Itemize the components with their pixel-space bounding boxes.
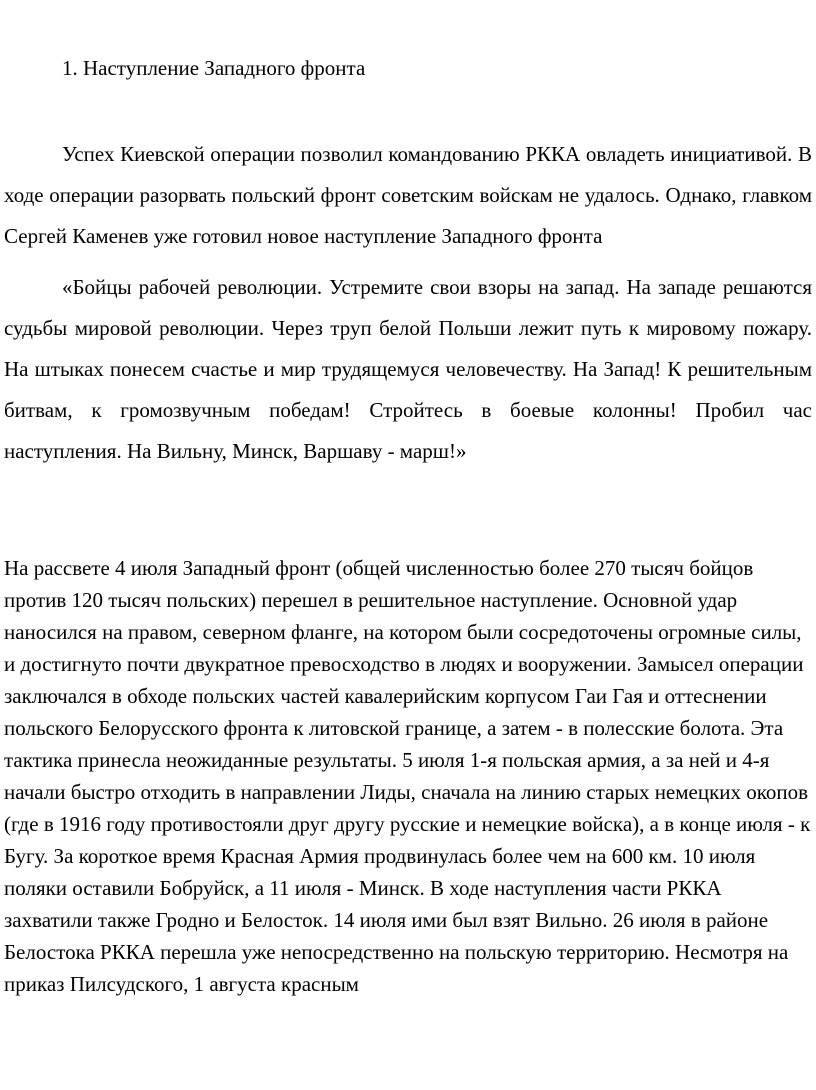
quote-paragraph: «Бойцы рабочей революции. Устремите свои взоры на запад. На западе решаются судьбы мировой революции. Через труп белой Польши лежит путь к мировому пожару. На штыках понесем счастье и мир трудящемуся человечеству. На Запад! К решительным битвам, к громозвучным победам! Стройтесь в боевые колонны! Пробил час наступления. На Вильну, Минск, Варшаву - марш!» [4,275,812,463]
main-paragraph: На рассвете 4 июля Западный фронт (общей численностью более 270 тысяч бойцов против 120 тысяч польских) перешел в решительное наступление. Основной удар наносился на правом, северном фланге, на котором были сосредоточены огромные силы, и достигнуто почти двукратное превосходство в людях и вооружении. Замысел операции заключался в обходе польских частей кавалерийским корпусом Гаи Гая и оттеснении польского Белорусского фронта к литовской границе, а затем - в полесские болота. Эта тактика принесла неожиданные результаты. 5 июля 1-я польская армия, а за ней и 4-я начали быстро отходить в направлении Лиды, сначала на линию старых немецких окопов (где в 1916 году противостояли друг другу русские и немецкие войска), а в конце июля - к Бугу. За короткое время Красная Армия продвинулась более чем на 600 км. 10 июля поляки оставили Бобруйск, а 11 июля - Минск. В ходе наступления части РККА захватили также Гродно и Белосток. 14 июля ими был взят Вильно. 26 июля в районе Белостока РККА перешла уже непосредственно на польскую территорию. Несмотря на приказ Пилсудского, 1 августа красным [4,556,811,996]
intro-paragraph: Успех Киевской операции позволил командованию РККА овладеть инициативой. В ходе операции разорвать польский фронт советским войскам не удалось. Однако, главком Сергей Каменев уже готовил новое наступление Западного фронта [4,142,812,248]
main-block [4,552,812,1000]
section-heading: 1. Наступление Западного фронта [62,56,366,80]
intro-block [4,134,812,472]
